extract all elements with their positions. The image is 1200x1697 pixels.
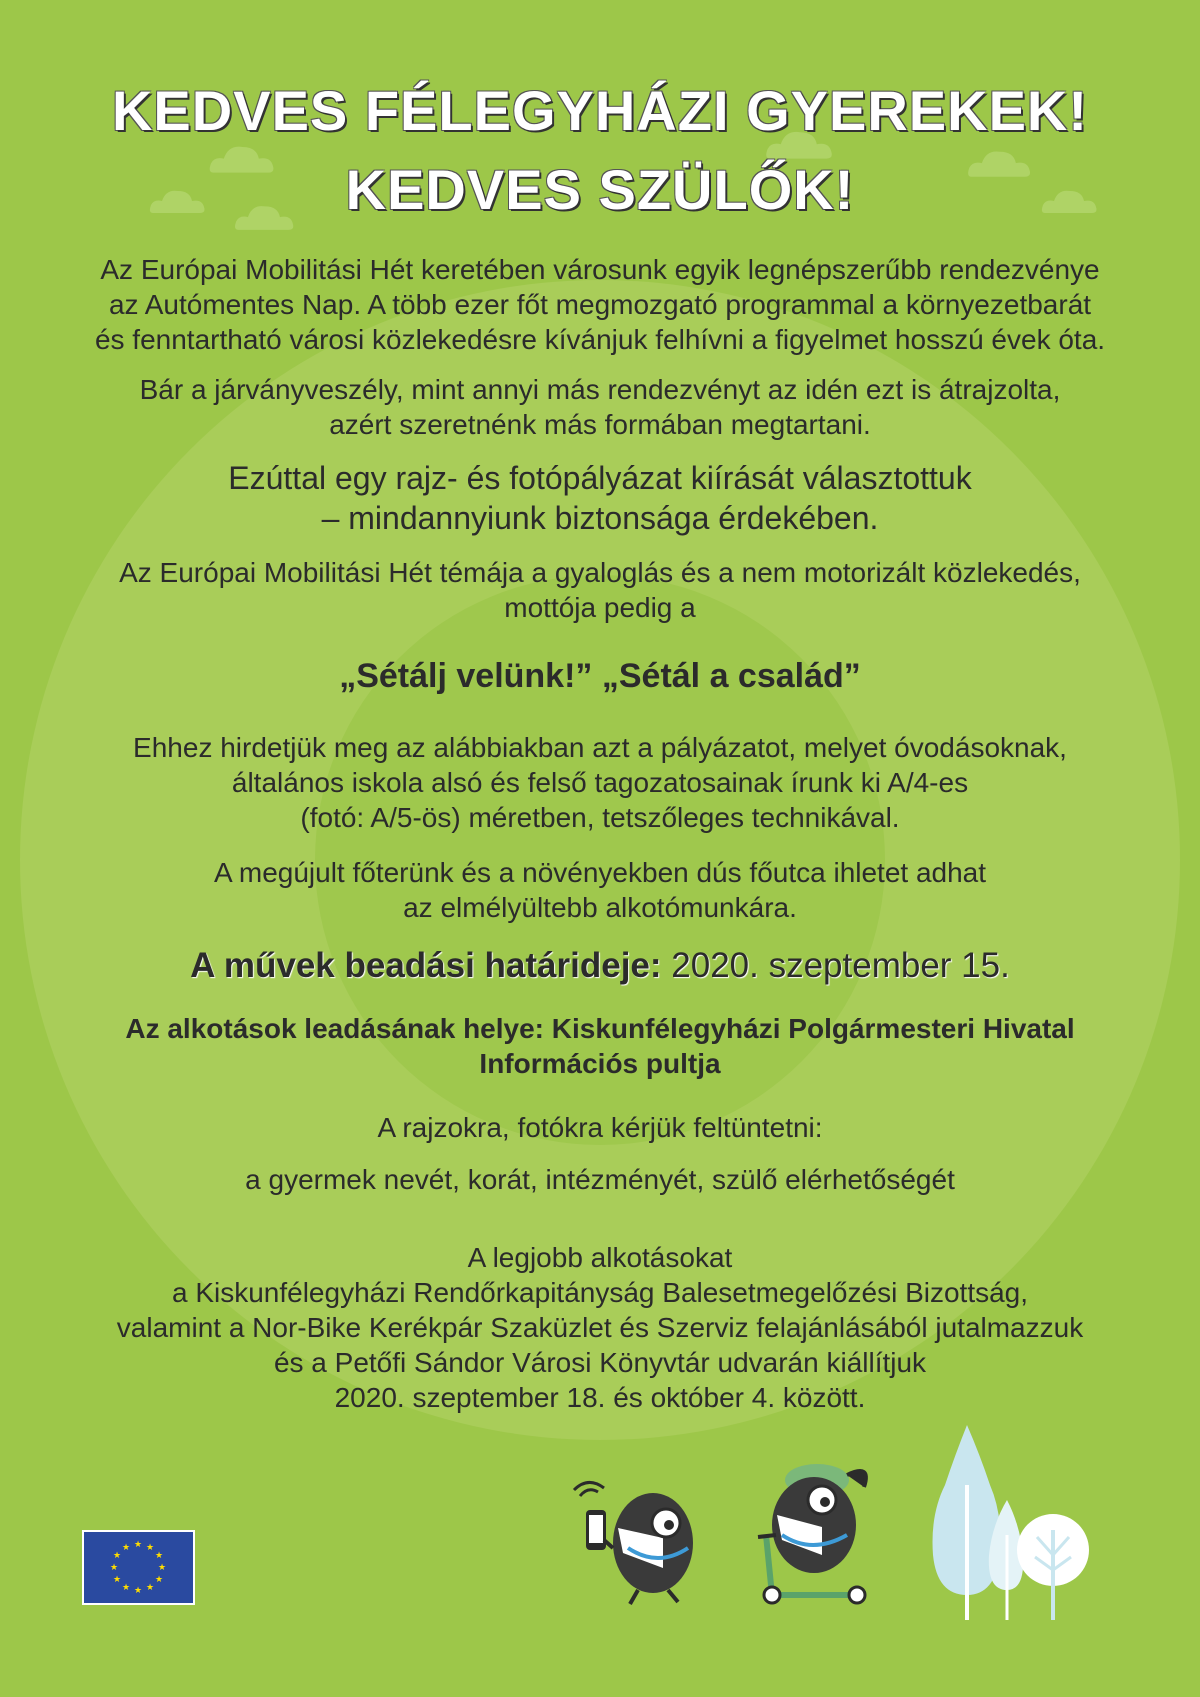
motto: „Sétálj velünk!” „Sétál a család” (339, 657, 861, 695)
svg-text:★: ★ (145, 1583, 155, 1593)
label-requirements: a gyermek nevét, korát, intézményét, szülő elérhetőségét (245, 1164, 955, 1195)
svg-text:★: ★ (112, 1551, 122, 1561)
deadline-label: A művek beadási határideje: (190, 946, 662, 985)
page-title-line1: KEDVES FÉLEGYHÁZI GYEREKEK! (111, 79, 1089, 142)
deadline-date: 2020. szeptember 15. (671, 946, 1010, 985)
theme-paragraph: Az Európai Mobilitási Hét témája a gyaloglás és a nem motorizált közlekedés, mottója pedig a (119, 557, 1081, 623)
awards-paragraph: A legjobb alkotásokat a Kiskunfélegyházi Rendőrkapitányság Balesetmegelőzési Bizottság, valamint a Nor-Bike Kerékpár Szaküzlet és Szerviz felajánlásából jutalmazzuk és a Petőfi Sándor Városi Könyvtár udvarán kiállítjuk 2020. szeptember 18. és október 4. között. (116, 1242, 1084, 1413)
svg-text:★: ★ (157, 1563, 167, 1573)
svg-text:★: ★ (154, 1575, 164, 1585)
svg-text:★: ★ (154, 1551, 164, 1561)
intro-paragraph: Az Európai Mobilitási Hét keretében városunk egyik legnépszerűbb rendezvénye az Autómentes Nap. A több ezer főt megmozgató programmal a környezetbarát és fenntartható városi közlekedésre kívánjuk felhívni a figyelmet hosszú évek óta. (94, 254, 1106, 355)
page-title-line2: KEDVES SZÜLŐK! (345, 158, 855, 221)
eu-flag-icon (82, 1530, 195, 1605)
mascot-phone-icon (568, 1478, 708, 1610)
submission-location: Az alkotások leadásának helye: Kiskunfélegyházi Polgármesteri Hivatal Információs pultja (125, 1013, 1075, 1079)
svg-text:★: ★ (109, 1563, 119, 1573)
contest-paragraph: Ezúttal egy rajz- és fotópályázat kiírását választottuk – mindannyiunk biztonsága érdekében. (228, 460, 972, 536)
svg-text:★: ★ (145, 1543, 155, 1553)
svg-text:★: ★ (133, 1540, 143, 1550)
trees-icon (925, 1425, 1090, 1625)
svg-text:★: ★ (121, 1583, 131, 1593)
contest-details-paragraph: Ehhez hirdetjük meg az alábbiakban azt a pályázatot, melyet óvodásoknak, általános iskola alsó és felső tagozatosainak írunk ki A/4-es (fotó: A/5-ös) méretben, tetszőleges technikával. (133, 732, 1067, 833)
deadline (40, 945, 1160, 987)
mascot-scooter-icon (752, 1455, 892, 1605)
inspiration-paragraph: A megújult főterünk és a növényekben dús főutca ihletet adhat az elmélyültebb alkotómunkára. (213, 857, 987, 923)
label-instructions: A rajzokra, fotókra kérjük feltüntetni: (377, 1112, 823, 1143)
svg-text:★: ★ (112, 1575, 122, 1585)
svg-text:★: ★ (121, 1543, 131, 1553)
pandemic-paragraph: Bár a járványveszély, mint annyi más rendezvényt az idén ezt is átrajzolta, azért szeretnénk más formában megtartani. (139, 374, 1061, 440)
svg-text:★: ★ (133, 1586, 143, 1596)
